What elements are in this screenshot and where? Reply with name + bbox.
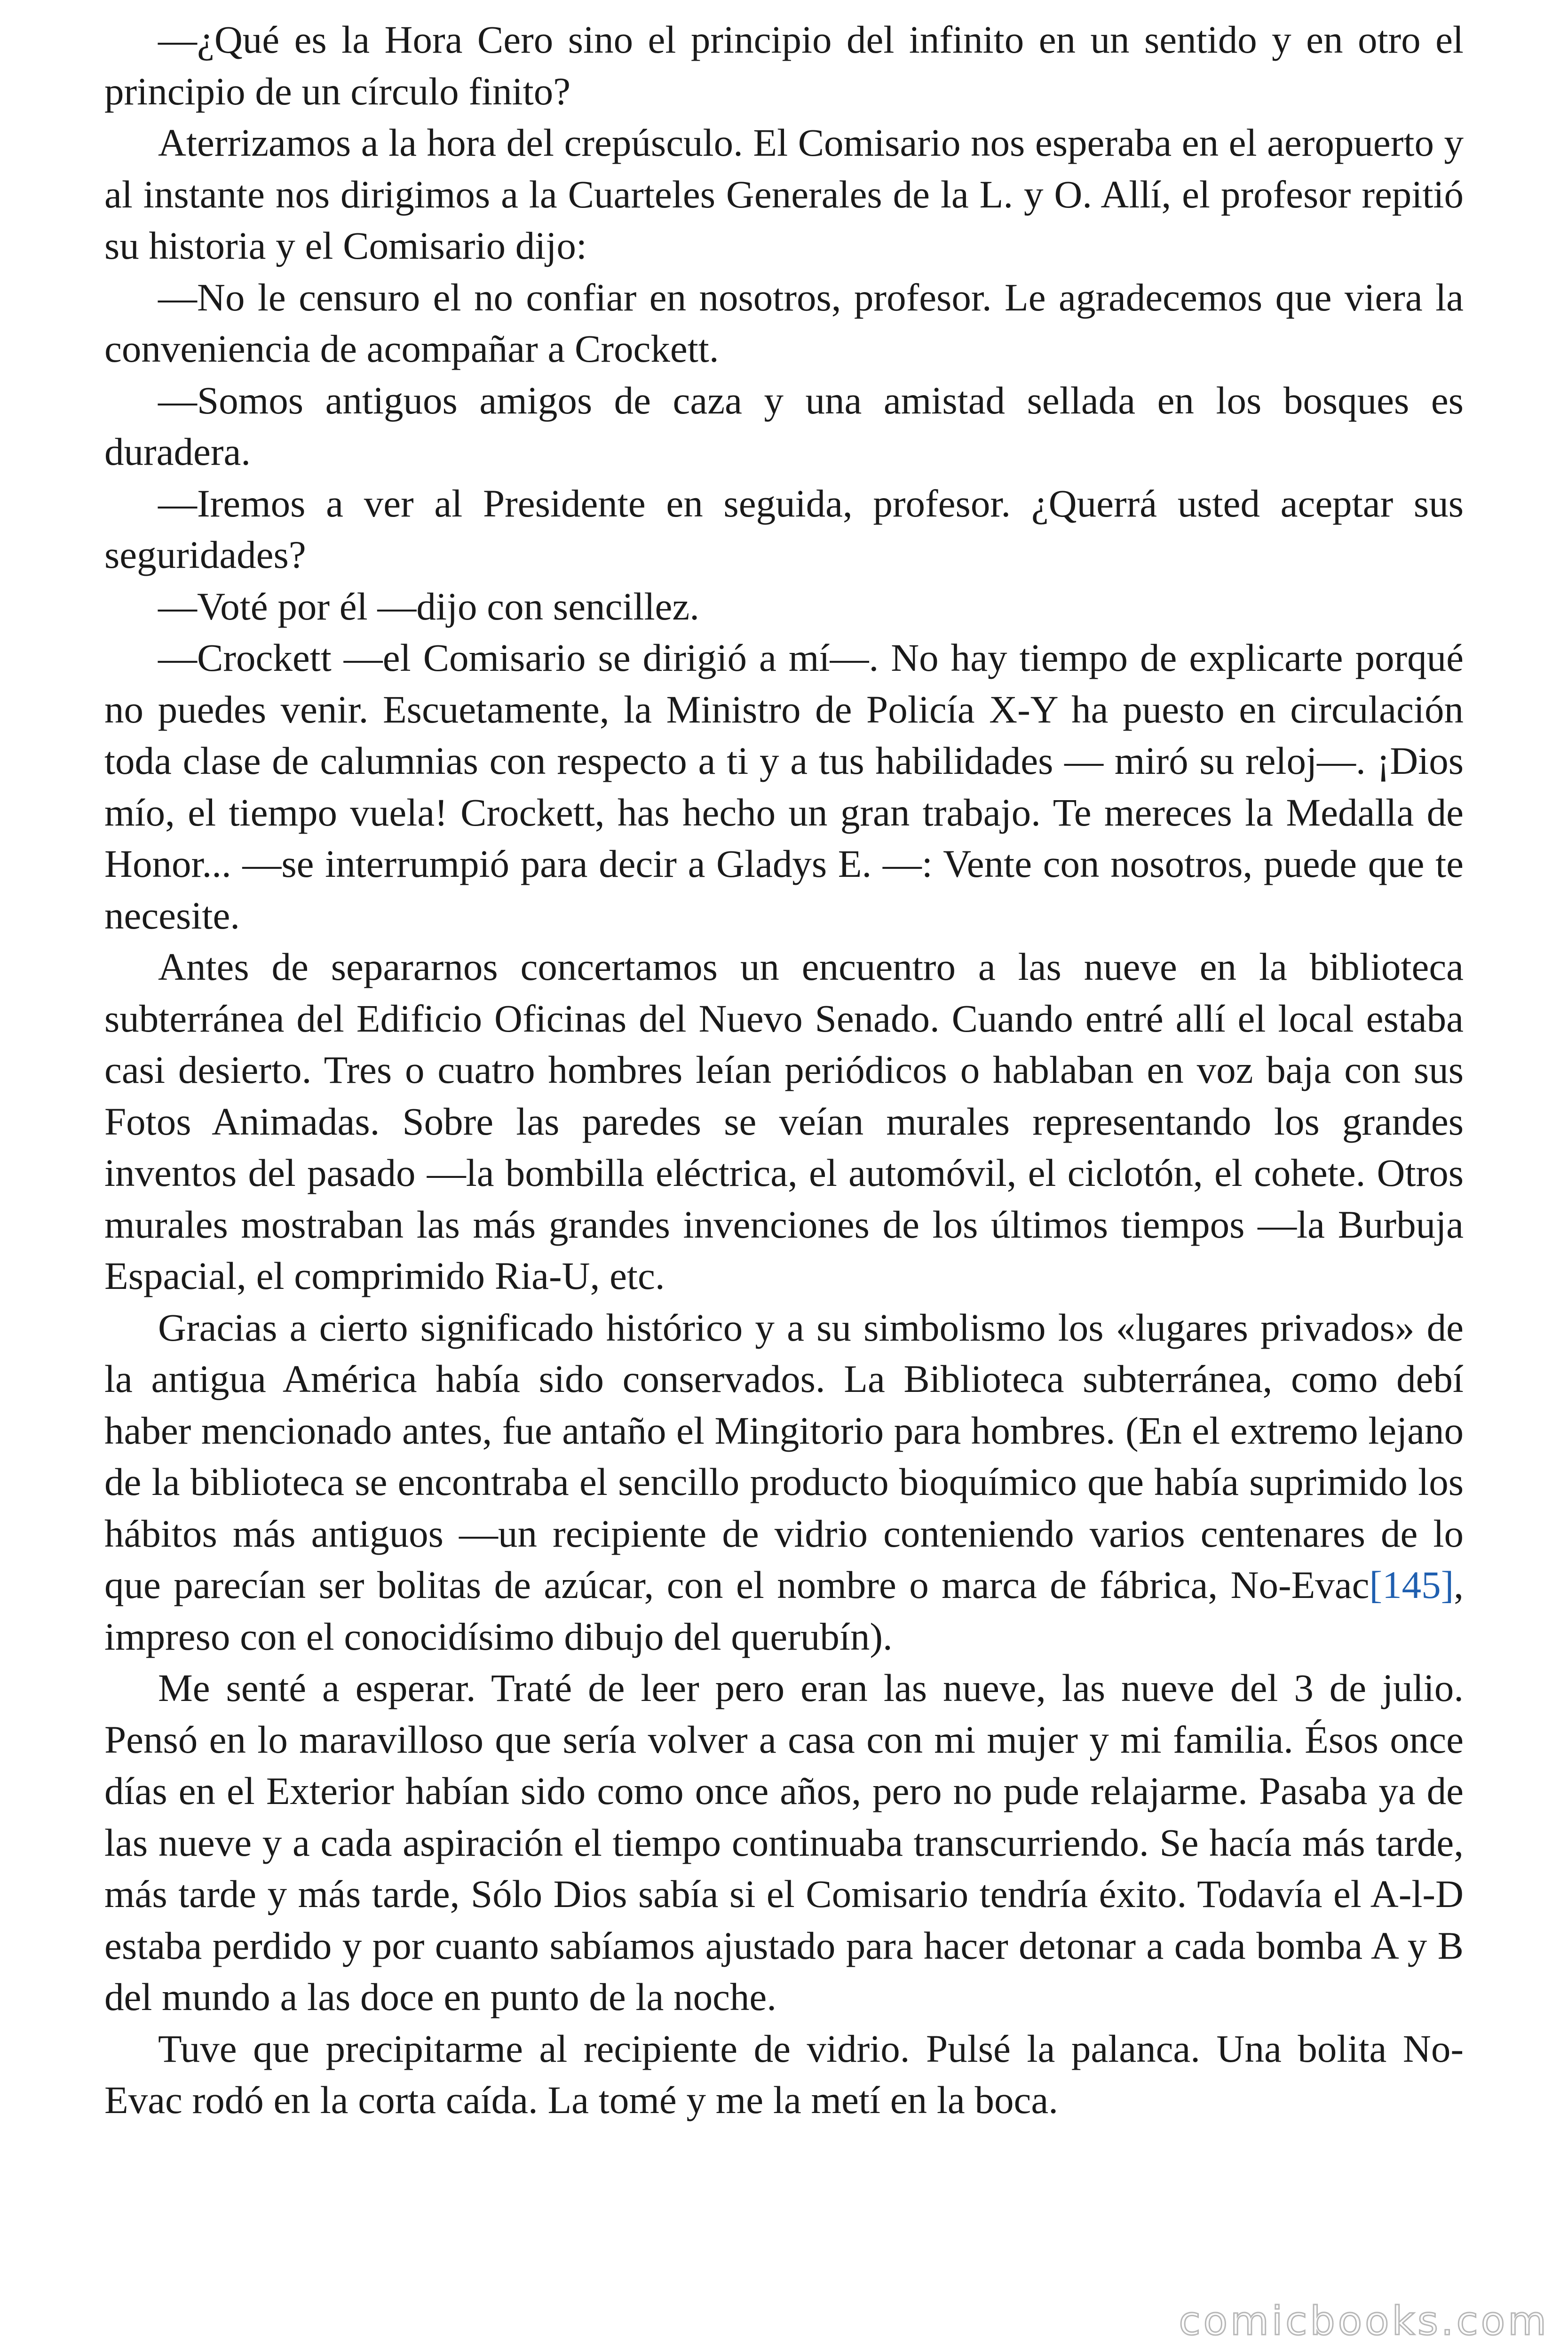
paragraph-9: [104, 1302, 1464, 1663]
paragraph-6: —Voté por él —dijo con sencillez.: [158, 584, 699, 628]
paragraph-2: Aterrizamos a la hora del crepúsculo. El Comisario nos esperaba en el aeropuerto y al instante nos dirigimos a la Cuarteles Generales de la L. y O. Allí, el profesor repitió su historia y el Comisario dijo:: [104, 121, 1464, 267]
paragraph-11: Tuve que precipitarme al recipiente de vidrio. Pulsé la palanca. Una bolita No-Evac rodó en la corta caída. La tomé y me la metí en la boca.: [104, 2026, 1464, 2122]
watermark-logo: comicbooks.com: [1179, 2298, 1549, 2344]
paragraph-8: Antes de separarnos concertamos un encuentro a las nueve en la biblioteca subterránea del Edificio Oficinas del Nuevo Senado. Cuando entré allí el local estaba casi desierto. Tres o cuatro hombres leían periódicos o hablaban en voz baja con sus Fotos Animadas. Sobre las paredes se veían murales representando los grandes inventos del pasado —la bombilla eléctrica, el automóvil, el ciclotón, el cohete. Otros murales mostraban las más grandes invenciones de los últimos tiempos —la Burbuja Espacial, el comprimido Ria-U, etc.: [104, 945, 1464, 1297]
paragraph-7: —Crockett —el Comisario se dirigió a mí—. No hay tiempo de explicarte porqué no puedes venir. Escuetamente, la Ministro de Policía X-Y ha puesto en circulación toda clase de calumnias con respecto a ti y a tus habilidades — miró su reloj—. ¡Dios mío, el tiempo vuela! Crockett, has hecho un gran trabajo. Te mereces la Medalla de Honor... —se interrumpió para decir a Gladys E. —: Vente con nosotros, puede que te necesite.: [104, 636, 1464, 937]
paragraph-9-tail: , impreso con el conocidísimo dibujo del querubín).: [104, 1563, 1464, 1658]
footnote-link[interactable]: [145]: [1369, 1563, 1454, 1606]
paragraph-9-text: Gracias a cierto significado histórico y a su simbolismo los «lugares privados» de la antigua América había sido conservados. La Biblioteca subterránea, como debí haber mencionado antes, fue antaño el Mingitorio para hombres. (En el extremo lejano de la biblioteca se encontraba el sencillo producto bioquímico que había suprimido los hábitos más antiguos —un recipiente de vidrio conteniendo varios centenares de lo que parecían ser bolitas de azúcar, con el nombre o marca de fábrica, No-Evac: [104, 1305, 1464, 1606]
paragraph-1: —¿Qué es la Hora Cero sino el principio del infinito en un sentido y en otro el principio de un círculo finito?: [104, 18, 1464, 113]
paragraph-5: —Iremos a ver al Presidente en seguida, profesor. ¿Querrá usted aceptar sus seguridades?: [104, 481, 1464, 576]
paragraph-3: —No le censuro el no confiar en nosotros, profesor. Le agradecemos que viera la conveniencia de acompañar a Crockett.: [104, 275, 1464, 370]
paragraph-10: Me senté a esperar. Traté de leer pero eran las nueve, las nueve del 3 de julio. Pensó en lo maravilloso que sería volver a casa con mi mujer y mi familia. Ésos once días en el Exterior habían sido como once años, pero no pude relajarme. Pasaba ya de las nueve y a cada aspiración el tiempo continuaba transcurriendo. Se hacía más tarde, más tarde y más tarde, Sólo Dios sabía si el Comisario tendría éxito. Todavía el A-l-D estaba perdido y por cuanto sabíamos ajustado para hacer detonar a cada bomba A y B del mundo a las doce en punto de la noche.: [104, 1666, 1464, 2018]
page-body: [104, 14, 1464, 2126]
paragraph-4: —Somos antiguos amigos de caza y una amistad sellada en los bosques es duradera.: [104, 378, 1464, 473]
